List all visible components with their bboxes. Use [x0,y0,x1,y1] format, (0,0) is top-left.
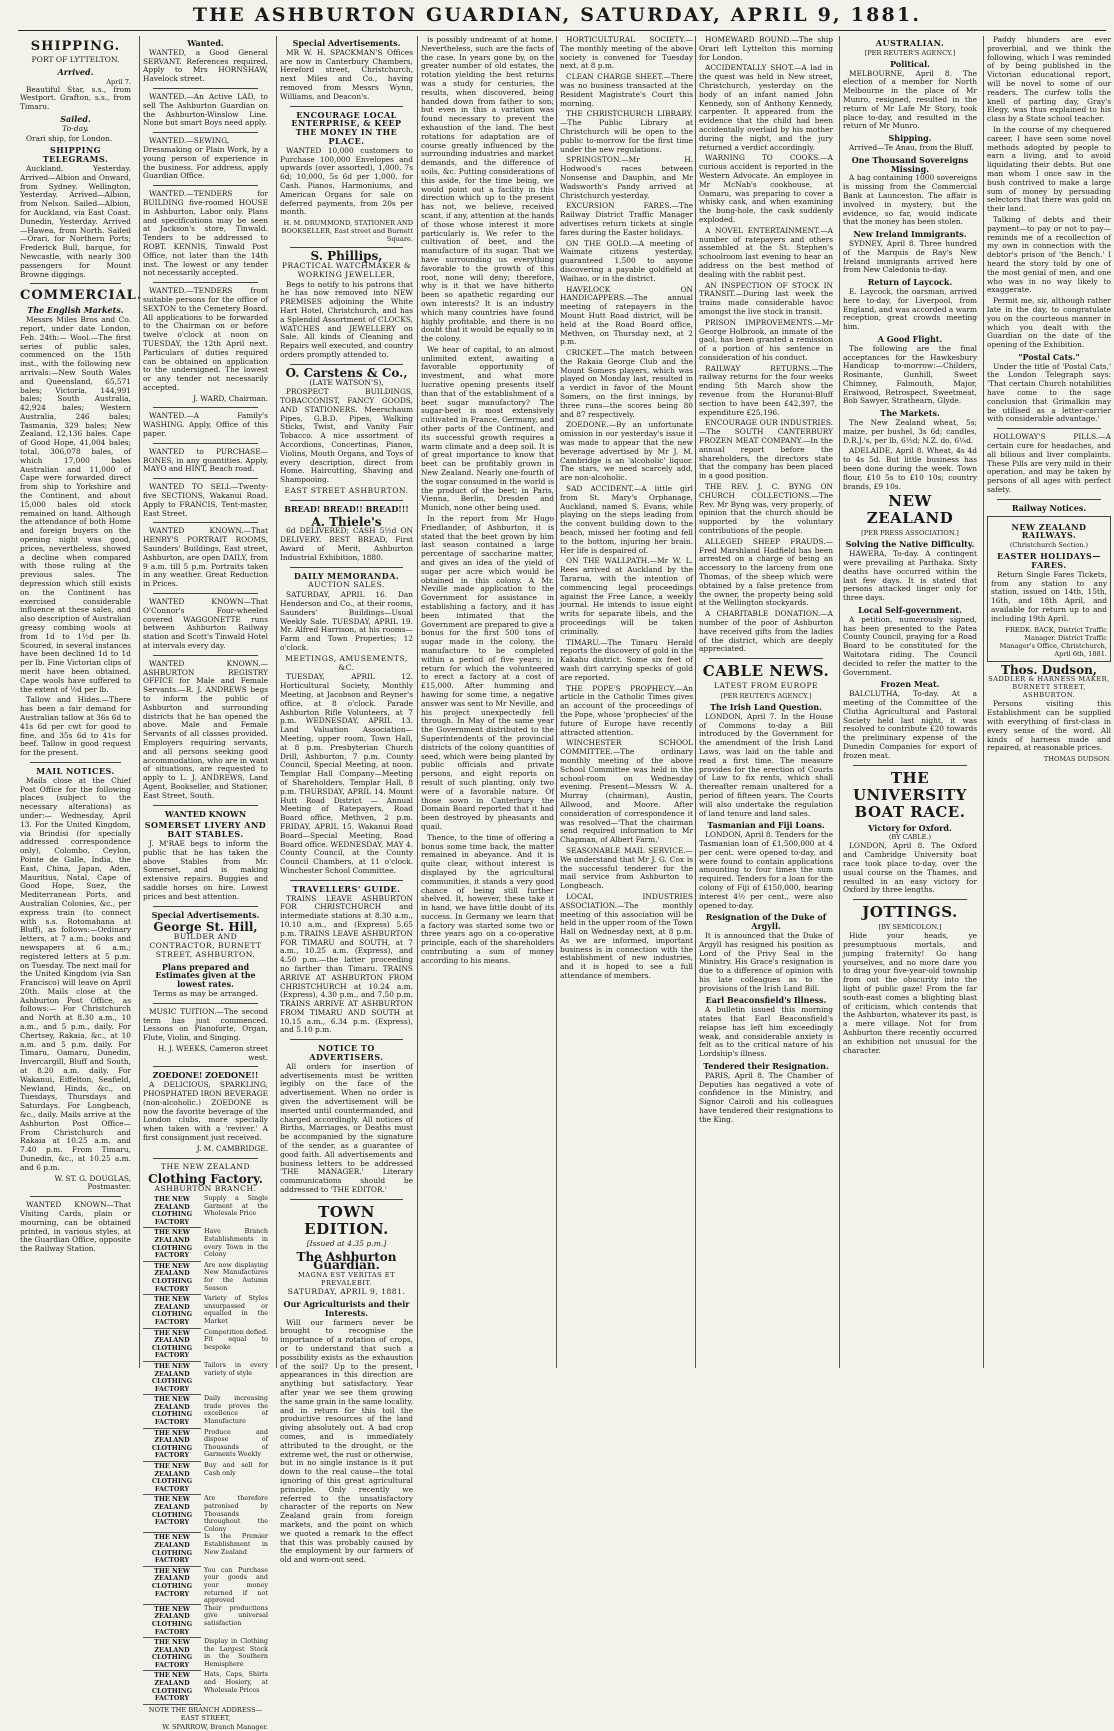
beaconsfield-text: A bulletin issued this morning states that Earl Beaconsfield's relapse has left him exceedingly weak, and considerable anxiety is felt as to the critical nature of his Lordship's illness. [699,1005,833,1059]
divider [30,1196,121,1197]
divider [153,522,258,523]
divider [153,282,258,283]
railway-notice-box [987,516,1111,662]
column-wanted-ads [139,36,271,1731]
native-text: HAWERA, To-day. A contingent were prevailing at Parihaka. Sixty deaths have occurred within the last few days. It is stated that persons attacked linger only for three days. [843,549,977,603]
wanted-ad: WANTED.—SEWING, Dressmaking or Plain Work, by a young person of experience in the business. For address, apply Guardian Office. [143,136,268,181]
wanted-ad: WANTED.—A Family's WASHING. Apply, Office of this paper. [143,411,268,439]
divider [153,593,258,594]
arrived-text: Beautiful Star, s.s., from Westport. Grafton, s.s., from Timaru. [20,84,131,112]
zoedone-text: A DELICIOUS, SPARKLING, PHOSPHATED IRON BEVERAGE (non-alcoholic.) ZOEDONE is now the favorite beverage of the London clubs, more specially when taken with a 'reviver.' A first consignment just received. [143,1080,268,1143]
branch-address: NOTE THE BRANCH ADDRESS—EAST STREET, [148,1705,263,1722]
arrived-date: April 7. [106,77,131,86]
phillips-subheading: PRACTICAL WATCHMAKER & WORKING JEWELLER, [281,260,412,279]
australian-heading: AUSTRALIAN. [875,38,945,48]
reuter-line: [PER REUTER'S AGENCY.] [864,48,956,57]
notice-advertisers-text: All orders for insertion of advertisements must be written legibly on the face of the advertisement. When no order is given the advertisement will be inserted until countermanded, and charged accordingly. All notices of Births, Marriages, or Deaths must be accompanied by the signature of the sender, as a guarantee of good faith. All advertisements and business letters to be addressed 'THE MANAGER.' Literary communications should be addressed to 'THE EDITOR.' [280,1061,413,1195]
markets-heading: The Markets. [880,408,940,419]
divider [290,247,403,248]
flight-text: The following are the final acceptances for the Hawkesbury Handicap to-morrow:—Childers, Rosinante, Gunhill, Sweet Chimney, Falmouth, Major, Eraiwood, Retrospect, Sweetmeat, Bob Sawyer, Strathearn, Glyde. [843,343,977,406]
leader-paragraph: is possibly undreamt of at home. Nevertheless, such are the facts of the case. In years gone by, on the greater number of old estates, the rotation yielding the best returns was a study for centuries, the results, when discovered, being handed down from father to son; but even in this a variation was found necessary to prevent the exhaustion of the land. The best rotations for adaptation are of course greatly influenced by the surrounding industries and market demands, and the difference of soils, &c. Putting considerations of this aside, for the time being, we would point out a facility in this direction which up to the present has not, we believe, received scant, if any, attention at the hands of those whose interest it more particularly is. We refer to the cultivation of beet, and the manufacture of its sugar. That we have surrounding us everything favorable to the growth of this root, none will deny; therefore, why is it that we have hitherto been so apathetic regarding our own interests? It is an industry which many countries have found highly profitable, and there is no doubt that it would be equally so in the colony. [421,35,554,344]
telegrams-heading: SHIPPING TELEGRAMS. [42,145,109,165]
clothing-factory-label: THE NEW ZEALAND CLOTHING FACTORY [143,1362,201,1395]
nz-railways-section: (Christchurch Section.) [1009,541,1089,550]
wanted-ad: WANTED to PURCHASE—BONES, in any quantities. Apply, MAYO and HINT, Beach road. [143,446,268,474]
music-signature: H. J. WEEKS, Cameron street west. [157,1043,268,1062]
news-item: TIMARU.—The Timaru Herald reports the discovery of gold in the Kakahu district. Some six feet of wash dirt carrying specks of gold are reported. [560,637,693,682]
self-government-heading: Local Self-government. [858,605,962,616]
divider [153,407,258,408]
news-item: THE REV. J. C. BYNG ON CHURCH COLLECTIONS.—The Rev. Mr Byng was, very properly, of opinion that the church should be supported by the voluntary contributions of the people. [699,482,833,536]
news-item: CLEAN CHARGE SHEET.—There was no business transacted at the Resident Magistrate's Court this morning. [560,72,693,108]
meetings-heading: MEETINGS, AMUSEMENTS, &C. [285,653,408,672]
shipping-heading: SHIPPING. [30,39,121,54]
divider [30,283,121,284]
self-government-text: A petition, numerously signed, has been presented to the Patea County Council, praying for a Road Board to be constituted for the Waitotara riding. The Council decided to refer the matter to the Government. [843,614,977,677]
jottings-paragraph: Paddy blunders are ever proverbial, and we think the following, which I was reminded of by being published in the Victorian educational report, will be novel to some of our readers. The curfew tolls the knell of parting day, Gray's Elegy, was thus explained to his class by a State school teacher. [987,35,1111,124]
tallow-text: Tallow and Hides.—There has been a fair demand for Australian tallow at 36s 6d to 41s 6d per cwt for good to fine, and 35s 6d to 41s for beef. Tallow in good request for the present. [20,695,131,758]
railway-notices-heading: Railway Notices. [1011,502,1087,513]
visiting-cards-ad: WANTED KNOWN—That Visiting Cards, plain or mourning, can be obtained printed, in various styles, at the Guardian Office, opposite the Railway Station. [20,1200,131,1254]
sailed-heading: Sailed. [60,113,91,124]
clothing-factory-item: Are now displaying New Manufactures for the Autumn Season [204,1260,268,1292]
phillips-heading: S. Phillips, [310,249,383,264]
divider [153,185,258,186]
news-item: WINCHESTER SCHOOL COMMITTEE.—The ordinary monthly meeting of the above School Committee was held in the school-room on Wednesday evening. Present—Messrs W. A. Murray (chairman), Austin, Allwood, and Moore. After consideration of correspondence it was resolved—'That the chairman send required information to Mr Chapman, of Albert Farm.' [560,738,693,845]
cable-subheading: LATEST FROM EUROPE [713,681,819,691]
divider [153,1158,258,1159]
carstens-text: PROSPECT BUILDINGS, TOBACCONIST, FANCY GOODS, AND STATIONERS. Meerschaum Pipes, G.B.D. Pipes, Walking Sticks, Twist, and Vanity Fair Tobacco. A nice assortment of Accordions, Concertinas, Pianos, Violins, Mouth Organs, and Toys of every description, direct from Home. Haircutting, Shaving and Shampooing. [280,387,413,485]
motto: MAGNA EST VERITAS ET PREVALEBIT. [298,1271,395,1288]
leader-paragraph: In the report from Mr Hugo Friedlander, of Ashburton, it is stated that the beet grown by him last season contained a large percentage of saccharine matter, and gives an idea of the yield of sugar per acre which would be obtained in this colony. A Mr. Neville made application to the Government for assistance in establishing a factory, and it has been intimated that the Government are prepared to give a bonus for the first 500 tons of sugar made in the colony, the manufacture to be completed within a period of five years; in return for which the volunteered to erect a factory at a cost of £15,000. After humming and hawing for some time, a negative answer was sent to Mr Neville, and his project unexpectedly fell through. In May of the same year the Government distributed to the Superintendents of the provincial districts of the colony quantities of seed, which were being planted by public officials and private persons, and eight reports on result of such planting, only two were of a favorable nature. Of those sown in Canterbury the Domain Board reported that it had been destroyed by pheasants and quail. [421,514,554,831]
wanted-ad: WANTED.—TENDERS from suitable persons for the office of SEXTON to the Cemetery Board. All applications to be forwarded to the Chairman on or before twelve o'clock at noon on TUESDAY, the 12th April next. Particulars of duties required can be obtained on application to the undersigned. The lowest or any tender not necessarily accepted. [143,286,268,392]
divider [997,499,1101,500]
telegrams-text: Auckland, Yesterday. Arrived—Albion and Onward, from Sydney. Wellington, Yesterday. Arrived—Albion, from Nelson. Sailed—Albion, for Auckland, via East Coast. Dunedin, Yesterday. Arrived—Hawea, from North. Sailed—Orari, for Northern Ports; Frederick Bull, barque, for Newcastle, with nearly 300 passengers for Mount Browne diggings. [20,163,131,279]
masthead: THE ASHBURTON GUARDIAN, SATURDAY, APRIL 9, 1881. [192,4,922,26]
resignation-text: PARIS, April 8. The Chamber of Deputies has negatived a vote of confidence in the Ministry, and Signor Cairoli and his colleagues have tendered their resignations to the King. [699,1070,833,1124]
today-text: Orari ship, for London. [26,133,113,143]
paper-title: The Ashburton Guardian. [296,1249,397,1273]
meetings-text: TUESDAY, APRIL 12. Horticultural Society, Monthly Meeting, at Jacobson and Reyner's office, at 8 o'clock. Parade Ashburton Rifle Volunteers, at 7 p.m. WEDNESDAY, APRIL 13. Land Valuation Association—Meeting, upper room, Town Hall, at 8 p.m. Presbyterian Church Drill, Ashburton, 7 p.m. County Council, Special Meeting, at noon. Templar Hall Company—Meeting of Shareholders, Templar Hall, 8 p.m. THURSDAY, APRIL 14. Mount Hutt Road District — Annual Meeting of Ratepayers, Road Board office, Methven, 2 p.m. FRIDAY, APRIL 15. Wakanui Road Board—Special Meeting, Road Board office. WEDNESDAY, MAY 4. County Council, at the County Council Chambers, at 11 o'clock. Winchester School Committee. [280,672,413,875]
sovereigns-heading: One Thousand Sovereigns Missing. [851,154,969,174]
clothing-factory-label: THE NEW ZEALAND CLOTHING FACTORY [143,1429,201,1462]
east-street-line: EAST STREET ASHBURTON. [284,486,409,496]
carstens-heading: O. Carstens & Co., [285,365,408,380]
branch-manager: W. SPARROW, Branch Manager. [162,1722,268,1731]
news-item: ON THE GOLD.—A meeting of Waimate citizens yesterday, guaranteed 1,500 to anyone discovering a payable goldfield at Waihao, or in the district. [560,238,693,283]
sovereigns-text: A bag containing 1000 sovereigns is missing from the Commercial Bank at Launceston. The affair is involved in mystery, but the evidence, so far, would indicate that the money has been stolen. [843,173,977,227]
wanted-ad: WANTED KNOWN—That O'Connor's Four-wheeled covered WAGGONETTE runs between Ashburton Railway station and Scott's Tinwald Hotel at intervals every day. [143,597,268,651]
news-item: AN INSPECTION OF STOCK IN TRANSIT.—During last week the trains made considerable havoc amongst the live stock in transit. [699,280,833,316]
auction-text: SATURDAY, APRIL 16. Dan Henderson and Co., at their rooms, Saunders' Buildings—Usual Weekly Sale. TUESDAY, APRIL 19. Mr. Alfred Harrison, at his rooms—Farm and Town Properties; 12 o'clock. [280,590,413,653]
dudson-heading: Thos. Dudson, [1001,662,1097,677]
divider [290,1199,403,1200]
clothing-factory-item: Daily increasing trade proves the excellence of Manufacture [204,1394,268,1426]
thiele-heading: A. Thiele's [311,514,382,529]
news-item: ENCOURAGE OUR INDUSTRIES.—The SOUTH CANTERBURY FROZEN MEAT COMPANY.—In the annual report before the shareholders, the directors state that the company has been placed in a good position. [699,418,833,481]
clothing-factory-label: THE NEW ZEALAND CLOTHING FACTORY [143,1495,201,1533]
divider [290,1039,403,1040]
news-item: SAD ACCIDENT.—A little girl from St. Mary's Orphanage, Auckland, named S. Evans, while playing on the steps leading from the convent building down to the beach, missed her footing and fell to the bottom, injuring her brain. Her life is despaired of. [560,484,693,555]
victory-heading: Victory for Oxford. [868,822,952,833]
news-item: A CHARITABLE DONATION.—A number of the poor of Ashburton have received gifts from the ladies of the district, which are deeply appreciated. [699,609,833,654]
travellers-text: TRAINS LEAVE ASHBURTON FOR CHRISTCHURCH and intermediate stations at 8.30 a.m., 10.10 a.m., and (Express) 5.65 p.m. TRAINS LEAVE ASHBURTON FOR TIMARU and SOUTH, at 7 a.m., 10.25 a.m. (Express), and 4.50 p.m.—the latter proceeding no farther than Timaru. TRAINS ARRIVE AT ASHBURTON FROM CHRISTCHURCH at 10.24 a.m. (Express), 4.30 p.m., and 7.50 p.m. TRAINS ARRIVE AT ASHBURTON FROM TIMARU AND SOUTH at 10.15 a.m., 6.34 p.m. (Express), and 5.10 p.m. [280,893,413,1035]
clothing-factory-pre: THE NEW ZEALAND [160,1161,251,1171]
today-heading: To-day. [62,123,89,133]
auction-heading: AUCTION SALES. [308,580,385,590]
clothing-factory-item: Have Branch Establishments in every Town in the Colony [204,1227,268,1259]
wanted-ad: WANTED, a Good General SERVANT. References required. Apply to Mrs HORNSHAW, Havelock street. [143,47,268,84]
bread-heading: BREAD! BREAD!! BREAD!!! [284,503,409,514]
easter-text: Return Single Fares Tickets, from any station to any station, issued on 14th, 15th, 16th, and 18th April, and available for return up to and including 19th April. [991,569,1107,623]
postal-cats-heading: "Postal Cats." [1018,351,1080,362]
column-news-cable [695,36,836,1368]
news-item: HAVELOCK ON HANDICAPPERS.—The annual meeting of ratepayers in the Mount Hutt Road district, will be held at the Road Board office, Methven, on Thursday next, at 2 p.m. [560,284,693,347]
news-item: PRISON IMPROVEMENTS.—Mr George Holbrook, an inmate of the gaol, has been granted a remission of a portion of his sentence in consideration of his conduct. [699,317,833,362]
news-item: HORTICULTURAL SOCIETY.—The monthly meeting of the above society is convened for Tuesday next, at 8 p.m. [560,35,693,71]
spackman-ad: MR W. H. SPACKMAN'S Offices are now in Canterbury Chambers, Hereford street, Christchurch, next Miles and Co., having removed from Messrs Wynn, Williams, and Deacon's. [280,47,413,101]
divider [853,765,967,766]
leader-paragraph: We hear of capital, to an almost unlimited extent, awaiting a favorable opportunity of investment, and what more lucrative opening presents itself than that of the establishment of a beet sugar manufactory? The sugar-beet is most extensively cultivated in France, Germany, and other parts of the Continent, and its successful growth requires a warm climate and a deep soil. It is of great importance to know that beet can be profitably grown in New Zealand. Nearly one-fourth of the sugar consumed in the world is the product of the beet; in Paris, Vienna, Berlin, Dresden and Munich, none other being used. [421,344,554,513]
clothing-factory-item: Display in Clothing the Largest Stock in the Southern Hemisphere [204,1637,268,1668]
resignation-heading: Tendered their Resignation. [703,1061,829,1072]
clothing-factory-label: THE NEW ZEALAND CLOTHING FACTORY [143,1228,201,1261]
boat-race-heading: THE UNIVERSITY BOAT RACE. [852,768,968,821]
immigrants-heading: New Ireland Immigrants. [853,229,967,240]
dateline: SATURDAY, APRIL 9, 1881. [287,1287,406,1297]
clothing-factory-label: THE NEW ZEALAND CLOTHING FACTORY [143,1262,201,1295]
dudson-subheading: SADDLER & HARNESS MAKER, BURNETT STREET, ASHBURTON. [988,675,1110,700]
memoranda-heading: DAILY MEMORANDA. [293,570,400,581]
clothing-factory-item: Competition defied. Fit equal to bespoke [204,1327,268,1351]
easter-heading: EASTER HOLIDAYS—FARES. [997,551,1101,571]
clothing-factory-item: Tailors in every variety of style [204,1360,268,1377]
markets-heading: The English Markets. [27,305,124,316]
divider [153,655,258,656]
clothing-factory-item: Variety of Styles unsurpassed or equalled in the Market [204,1294,268,1325]
divider [153,132,258,133]
special-ads-heading: Special Advertisements. [292,38,401,48]
plans-line: Plans prepared and Estimates given at the lowest rates. [155,961,256,990]
encourage-heading: ENCOURAGE LOCAL ENTERPRISE, & KEEP THE MONEY IN THE PLACE. [291,109,402,146]
notice-advertisers-heading: NOTICE TO ADVERTISERS. [309,1043,384,1063]
nz-railways-heading: NEW ZEALAND RAILWAYS. [1011,521,1087,541]
divider [290,880,403,881]
mail-heading: MAIL NOTICES. [36,765,115,776]
wanted-heading: Wanted. [187,38,224,48]
flight-heading: A Good Flight. [877,333,943,344]
new-zealand-heading: NEW ZEALAND [866,492,954,528]
travellers-heading: TRAVELLERS' GUIDE. [292,883,401,894]
divider [709,658,823,659]
somerset-heading: SOMERSET LIVERY AND BAIT STABLES. [144,820,267,840]
press-association-line: [PER PRESS ASSOCIATION.] [861,529,959,538]
clothing-factory-label: THE NEW ZEALAND CLOTHING FACTORY [143,1671,201,1704]
divider [153,1066,258,1067]
mcrae-ad: J. M'RAE begs to inform the public that he has taken the above Stables from Mr. Somerset, and is making extensive repairs. Buggies and saddle horses on hire. Lowest prices and best attention. [143,838,268,901]
thiele-text: 6d DELIVERED; CASH 5½d ON DELIVERY. BEST BREAD, First Award of Merit, Ashburton Industrial Exhibition, 1880. [280,526,413,562]
traffic-manager-signature: FREDK. BACK, District Traffic Manager. District Traffic Manager's Office, Christchurch, April 6th, 1881. [999,625,1107,658]
ashburton-branch: ASHBURTON BRANCH. [154,1184,257,1194]
clothing-factory-label: THE NEW ZEALAND CLOTHING FACTORY [143,1395,201,1428]
immigrants-text: SYDNEY, April 8. Three hundred of the Marquis de Ray's New Ireland immigrants arrived here from New Caledonia to-day. [843,238,977,275]
carstens-subheading: (LATE WATSON'S), [309,377,384,387]
cambridge-signature: J. M. CAMBRIDGE. [196,1143,268,1153]
beaconsfield-heading: Earl Beaconsfield's Illness. [705,995,827,1006]
news-item: EXCURSION FARES.—The Railway District Traffic Manager advertises return tickets at single fares during the Easter holidays. [560,201,693,237]
local-news-list [699,36,833,654]
adelaide-text: ADELAIDE, April 8. Wheat, 4s 4d to 4s 5d. But little business has been done during the week. Town flour, £10 5s to £10 10s; country brands, £9 10s. [843,446,977,491]
port-heading: PORT OF LYTTELTON. [31,55,120,64]
semicolon-line: [BY SEMICOLON.] [878,923,942,932]
by-cable-line: (BY CABLE.) [888,833,932,842]
clothing-factory-label: THE NEW ZEALAND CLOTHING FACTORY [143,1638,201,1671]
irish-land-text: LONDON, April 7. In the House of Commons to-day a Bill introduced by the Government for the amendment of the Irish Land Laws, was laid on the table and read a first time. The measure provides for the erection of Courts of Law to fix rents, which shall thereafter remain unaltered for a period of fifteen years. The Courts will also undertake the regulation of land tenure and land sales. [699,711,833,818]
wanted-ad: WANTED KNOWN.—That HENRY'S PORTRAIT ROOMS, Saunders' Buildings, East street, Ashburton, are open DAILY, from 9 a.m. till 5 p.m. Portraits taken in any weather. Great Reduction in Prices. [143,526,268,589]
wanted-known-heading: WANTED KNOWN [164,808,247,819]
clothing-factory-list [143,1195,268,1705]
news-item: SEASONABLE MAIL SERVICE.—We understand that Mr J. G. Cox is the successful tenderer for the mail service from Ashburton to Longbeach. [560,845,693,891]
zoedone-heading: ZOEDONE! ZOEDONE!! [152,1070,259,1081]
holloway-ad: HOLLOWAY'S PILLS.—A certain cure for headaches, and all bilious and liver complaints. These Pills are very mild in their operation, and may be taken by persons of all ages with perfect safety. [987,432,1111,495]
leader-text: Will our farmers never be brought to recognise the importance of a rotation of crops, or to understand that such a possibility exists as the exhaustion of the soil? Up to the present, appearances in this direction are anything but satisfactory. Year after year we see them growing the same grain in the same locality, and in return for this toil the productive resources of the land giving absolutely out. A bad crop comes, and is immediately attributed to the drought, or the extreme wet, the rust or otherwise, but in no single instance is it put down to the real cause—the total ignoring of this great agricultural principle. Only recently we referred to the unsatisfactory character of the reports on New Zealand grain from foreign markets, and the point on which we quoted a remark to the effect that this was probably caused by the employment by our farmers of old and worn-out seed. [280,1317,413,1565]
column-local-news [556,36,696,1368]
irish-land-heading: The Irish Land Question. [710,701,822,712]
news-item: THE CHRISTCHURCH LIBRARY.—The Public Library at Christchurch will be open to the public to-morrow for the first time under the new regulations. [560,109,693,154]
news-item: ON THE WALLPATH.—Mr W. L. Rees arrived at Auckland by the Tararua, with the intention of commencing legal proceedings against the Free Lance, a weekly journal. He intends to issue eight writs for separate libels, and the proceedings will be taken criminally. [560,556,693,636]
drummond-signature: H. M. DRUMMOND, STATIONER AND BOOKSELLER, East street and Burnett Square. [281,219,413,244]
column-australian-nz [839,36,980,1368]
clothing-factory-item: Supply a Single Garment at the Wholesale Price [204,1194,268,1218]
wanted-ad: WANTED.—TENDERS for BUILDING five-roomed HOUSE in Ashburton, Labor only. Plans and specifications may be seen at Jackson's store, Tinwald. Tenders to be addressed to ROBT. KENNIS, Tinwald Post Office, not later than the 14th inst. The lowest or any tender not necessarily accepted. [143,189,268,278]
leader-heading: Our Agriculturists and their Interests. [283,1299,410,1318]
wanted-ad: WANTED KNOWN.—ASHBURTON REGISTRY OFFICE for Male and Female Servants.—R. J. ANDREWS begs to inform the public of Ashburton and surrounding districts that he has opened the above. Male and Female Servants of all classes provided. Employers requiring servants, and all persons seeking good accommodation, who are in want of situations, are requested to apply to L. J. ANDREWS, Land Agent, Bookseller, and Stationer, East Street, South. [143,658,268,800]
news-item: SPRINGSTON.—Mr H. Hodwood's races between Nonsense and Dauphin, and Mr Wadsworth's Pandy arrived at Christchurch yesterday. [560,155,693,200]
divider [997,428,1101,429]
news-item: LOCAL INDUSTRIES ASSOCIATION.—The monthly meeting of this association will be held in the upper room of the Town Hall on Wednesday next, at 8 p.m. As we are informed, important business is in connection with the establishment of new industries, and it is hoped to see a full attendance of members. [560,891,693,981]
cable-news-heading: CABLE NEWS. [702,662,830,681]
chairman-signature: J. WARD, Chairman. [193,393,268,403]
leader-paragraph: Thence, to the time of offering a bonus some time back, the matter remained in abeyance. And it is quite clear, without interest is displayed by the agricultural communities, it stands a very good chance of being still further shelved. It, however, these take it in hand, we have little doubt of its success. In Germany we learn that a factory was started some two or three years ago on a co-operative principle, each of the shareholders contributing a sum of money according to his means. [421,832,554,965]
clothing-factory-item: Produce and dispose of Thousands of Garments Weekly [204,1427,268,1459]
frozen-meat-heading: Frozen Meat. [880,679,940,690]
phillips-text: Begs to notify to his patrons that he has now removed into NEW PREMISES adjoining the White Hart Hotel, Christchurch, and has a Splendid Assortment of CLOCKS, WATCHES and JEWELLERY on Sale. All kinds of Cleaning and Repairs well executed, and country orders promptly attended to. [280,279,413,359]
clothing-factory-item: You can Purchase your goods and your money returned if not approved [204,1565,268,1605]
builder-subheading: BUILDER AND CONTRACTOR, BURNETT STREET, ASHBURTON. [149,932,262,959]
column-special-ads-leader [276,36,416,1565]
frozen-meat-text: BALCLUTHA, To-day. At a meeting of the Committee of the Clutha Agricultural and Pastoral Society held last night, it was resolved to contribute £20 towards the preliminary expense of the Dunedin Companies for export of frozen meat. [843,689,977,760]
news-item: HOMEWARD BOUND.—The ship Orari left Lyttelton this morning for London. [699,35,833,62]
jottings-paragraph: Permit me, sir, although rather late in the day, to congratulate you on the courteous manner in which you dealt with the Guardian on the date of the opening of the Exhibition. [987,296,1111,350]
shipping-text: Arrived—Te Anau, from the Bluff. [849,142,974,152]
clothing-factory-item: Are therefore patronised by Thousands throughout the Colony [204,1494,268,1533]
clothing-factory-item: Buy and sell for Cash only [204,1461,268,1477]
postmaster-signature: W. ST. G. DOUGLAS, Postmaster. [54,1173,131,1192]
special-ads-heading: Special Advertisements. [151,909,260,920]
divider [290,500,403,501]
divider [290,106,403,107]
jottings-text: Hide your heads, ye presumptuous mortals, and jumping fraternity! Go hang yourselves, and no more dare you to drag your five-year-old township from out the obscurity into the light of public gaze! From the far south-east comes a blighting blast of criticism, which contends that the Ashburton, whatever its past, is a mere village. Not for from Ashburton there recently occurred an exhibition not unusual for the character. [843,931,977,1055]
clothing-factory-label: THE NEW ZEALAND CLOTHING FACTORY [143,1195,201,1228]
clothing-factory-label: THE NEW ZEALAND CLOTHING FACTORY [143,1295,201,1328]
news-item: WARNING TO COOKS.—A curious accident is reported in the Western Advocate. An employee in Mr McNab's cookhouse, at Oamaru, was preparing to cover a whisky cask, and when examining the bung-hole, the cask suddenly exploded. [699,153,833,224]
laycock-text: E. Laycock, the oarsman, arrived here to-day, for Liverpool, from England, and was accorded a warm reception, great crowds meeting him. [843,286,977,332]
laycock-heading: Return of Laycock. [867,277,953,288]
fiji-loans-text: LONDON, April 8. Tenders for the Tasmanian loan of £1,500,000 at 4 per cent. were opened to-day, and were found to contain applications amounting to four times the sum required. Tenders for a loan for the colony of Fiji of £150,000, bearing interest 4½ per cent., were also opened to-day. [699,830,833,910]
clothing-factory-item: Is the Premier Establishment in New Zealand [204,1532,268,1556]
clothing-factory-label: THE NEW ZEALAND CLOTHING FACTORY [143,1605,201,1638]
divider [153,906,258,907]
wanted-ad: WANTED.—An Active LAD, to sell The Ashburton Guardian on the Ashburton-Winslow Line. None but smart Boys need apply. [143,91,268,128]
divider [153,805,258,806]
news-item: A NOVEL ENTERTAINMENT.—A number of ratepayers and others assembled at the St. Stephen's schoolroom last evening to hear an address on the best method of dealing with the rabbit pest. [699,225,833,279]
divider [153,478,258,479]
dudson-signature: THOMAS DUDSON. [1043,755,1111,764]
political-heading: Political. [890,58,930,69]
divider [153,443,258,444]
commercial-heading: COMMERCIAL. [20,288,143,304]
issued-line: [Issued at 4.35 p.m.] [306,1238,387,1248]
reuter-line: [PER REUTER'S AGENCY.] [720,691,812,700]
argyll-text: It is announced that the Duke of Argyll has resigned his position as Lord of the Privy Seal in the Ministry. His Grace's resignation is due to a difference of opinion with his late colleagues as to the provisions of the Irish Land Bill. [699,930,833,993]
clothing-factory-label: THE NEW ZEALAND CLOTHING FACTORY [143,1567,201,1605]
news-item: ACCIDENTALLY SHOT.—A lad in the quest was held in New street, Christchurch, yesterday on the body of an infant named John Kennedy, son of Anthony Kennedy, carpenter. It appeared from the evidence that the child had been accidentally overlaid by his mother during the night, and the jury returned a verdict accordingly. [699,63,833,152]
clothing-factory-label: THE NEW ZEALAND CLOTHING FACTORY [143,1462,201,1495]
town-edition-heading: TOWN EDITION. [304,1202,389,1238]
divider [290,364,403,365]
arrived-heading: Arrived. [57,66,94,77]
shipping-heading: Shipping. [888,133,932,144]
dudson-text: Persons visiting this Establishment can be supplied with everything of first-class in every sense of the word. All kinds of harness made and repaired, at reasonable prices. [987,699,1111,753]
victory-text: LONDON, April 8. The Oxford and Cambridge University boat race took place to-day, over the usual course on the Thames, and resulted in an easy victory for Oxford by three lengths. [843,841,977,895]
divider [290,567,403,568]
political-text: MELBOURNE, April 8. The election of a member for North Melbourne in the place of Mr Munro, resigned, resulted in the return of Mr Lafe Mr Story, took place to-day, and resulted in the return of Mr Munro. [843,68,977,131]
clothing-factory-item: Hats, Caps, Shirts and Hosiery, at Wholesale Prices [204,1670,268,1694]
divider [853,899,967,900]
encourage-text: WANTED 10,000 customers to Purchase 100,000 Envelopes and upwards (over assorted), 1,000, 7s 6d; 10,000, 5s 6d per 1,000, for Cash. Pianos, Harmoniums, and American Organs for sale on deferred payments, from 20s per month. [280,145,413,217]
music-tuition-ad: MUSIC TUITION.—The second term has just commenced. Lessons on Pianoforte, Organ, Flute, Violin, and Singing. [143,1006,268,1043]
terms-line: Terms as may be arranged. [153,988,258,998]
news-item: ZOEDONE.—By an unfortunate omission in our yesterday's issue it was made to appear that the new beverage advertised by Mr J. M. Cambridge is an 'alcoholic' liquor. The stars, we need scarcely add, are non-alcoholic. [560,420,693,483]
divider [153,1003,258,1004]
news-item: RAILWAY RETURNS.—The railway returns for the four weeks ending 5th March show the revenue from the Hurunui-Bluff section to have been £42,397, the expenditure £25,196. [699,363,833,417]
divider [153,88,258,89]
wanted-ad: WANTED TO SELL—Twenty-five SECTIONS, Wakanui Road. Apply to FRANCIS, Tent-master, East Street. [143,482,268,518]
argyll-heading: Resignation of the Duke of Argyll. [705,912,827,932]
mail-text: Mails close at the Chief Post Office for the following places (subject to the necessary alterations) as under:— Wednesday, April 13. For the United Kingdom, via Brindisi (for specially addressed correspondence only), Colombo, Ceylon, Pointe de Galle, India, the East, China, Japan, Aden, Mauritius, Natal, Cape of Good Hope, Suez, the Mediterranean Ports, and Australian Colonies, &c., per express train (to connect with s.s. Rotomahana at Bluff), as follows:—Ordinary letters, at 7 a.m.; books and newspapers at 6 a.m.; registered letters at 5 p.m. on Tuesday. The next mail for the United Kingdom (via San Francisco) will leave on April 20th. Mails close at the Ashburton Post Office, as follows:— For Christchurch and North at 8.30 a.m., 10 a.m., and 5 p.m., daily. For Chertsey, Rakaia, &c., at 10 a.m. and 5 p.m. daily. For Timaru, Oamaru, Dunedin, Invercargill, Bluff and South, at 8.20 a.m. daily. For Wakanui, Eiffelton, Seafield, Newland, Hinds, &c., on Tuesdays, Thursdays and Saturdays. For Longbeach, &c., daily. Mails arrive at the Ashburton Post Office— From Christchurch and Rakaia at 10.25 a.m. and 7.40 p.m. From Timaru, Dunedin, &c., at 10.25 a.m. and 6 p.m. [20,775,131,1172]
markets-text: Messrs Miles Bros and Co. report, under date London, Feb. 24th:— Wool.—The first series of public sales, commenced on the 15th inst., with the following new arrivals:—New South Wales and Queensland, 65,571 bales; Victoria, 144,991 bales; South Australia, 42,924 bales; Western Australia, 246 bales; Tasmania, 329 bales; New Zealand, 12,136 bales. Cape of Good Hope, 41,004 bales; total, 306,078 bales, of which 17,000 bales Australian and 11,000 of Cape were forwarded direct from ship to Yorkshire and the Continent, and about 15,000 bales old stock remained on hand. Although the attendance of both Home and foreign buyers on the opening night was good, prices, nevertheless, showed a decline when compared with those ruling at the previous sales. The depression which still exists on the Continent has exercised considerable influence at these sales, and also description of Australian greasy combing wools at from 1d to 1½d per lb. Scoured, in several instances have been declined 1d to 1d per lb. Fine Victorian clips of merit have been obtained. Cape wools have suffered to the extent of ½d per lb. [20,315,131,694]
column-shipping-commercial [20,36,143,1368]
clothing-factory-label: THE NEW ZEALAND CLOTHING FACTORY [143,1329,201,1362]
postal-cats-text: Under the title of 'Postal Cats,' the London Telegraph says: 'That certain Church notabilities have come to the sage conclusion that Grimalkin may be utilised as a letter-carrier with considerable advantage.' [987,361,1111,424]
clothing-factory-item: Their productions give universal satisfaction [204,1603,268,1627]
native-heading: Solving the Native Difficulty. [845,539,975,550]
news-item: ALLEGED SHEEP FRAUDS.—Fred Marshland Hadfield has been arrested on a charge of being an accessory to the larceny from one Thomas, of the sheep which were obtained by a false pretence from the owner, the property being sold at the Wellington stockyards. [699,536,833,608]
jottings-paragraph: In the course of my chequered career, I have seen some novel methods adopted by people to earn a living, and to avoid liquidating their debts. But one man whom I once saw in the bush contrived to make a large sum of money by persuading selectors that there was gold on their land. [987,124,1111,214]
jottings-paragraph: Talking of debts and their payment—to pay or not to pay—reminds me of a recollection of my own in connection with the debtor's prison of 'the Bench.' I heard the story told by one of the most genial of men, and one who was in no way likely to exaggerate. [987,214,1111,295]
news-item: THE POPE'S PROPHECY.—An article in the Catholic Times gives an account of the proceedings of the Pope, whose 'prophecies' of the future of Europe have recently attracted attention. [560,683,693,737]
column-jottings-ads [983,36,1114,1368]
divider [30,762,121,763]
masthead-rule [18,30,1106,31]
news-item: CRICKET.—The match between the Rakaia George Club and the Mount Somers players, which was played on Monday last, resulted in a verdict in favor of the Mount Somers, on the first innings, by three runs—the scores being 80 and 87 respectively. [560,348,693,419]
column-leader-continued [417,36,557,1368]
markets-text: The New Zealand wheat, 5s; maize, per bushel, 3s 6d; candles, D.R.J.'s, per lb, 6½d; N.Z. do, 6¼d. [843,418,977,445]
clothing-factory-label: THE NEW ZEALAND CLOTHING FACTORY [143,1533,201,1566]
fiji-loans-heading: Tasmanian and Fiji Loans. [707,820,825,831]
jottings-heading: JOTTINGS. [862,903,958,922]
george-st-hill-heading: George St. Hill, [153,920,258,935]
clothing-factory-heading: Clothing Factory. [148,1172,263,1187]
